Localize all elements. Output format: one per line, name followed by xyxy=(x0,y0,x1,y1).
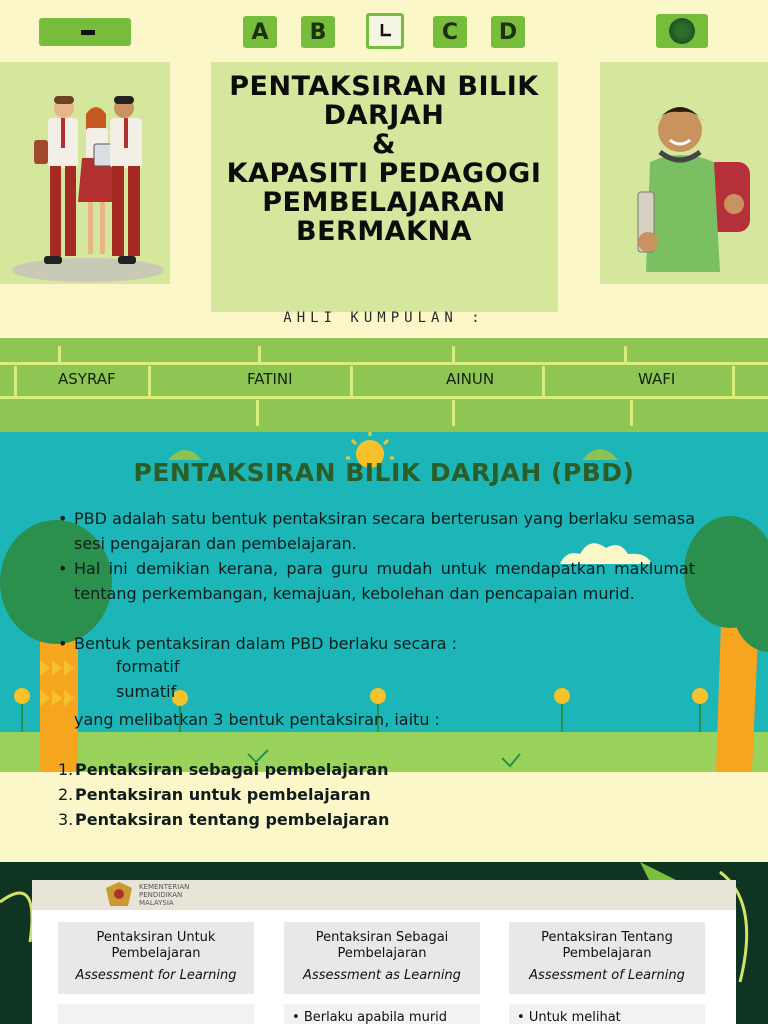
title-line: KAPASITI PEDAGOGI xyxy=(226,158,542,189)
title-line: DARJAH xyxy=(323,100,445,131)
member-name: ASYRAF xyxy=(58,370,116,388)
title-line: PEMBELAJARAN xyxy=(262,187,506,218)
column-body: • Untuk melihat xyxy=(509,1004,705,1024)
key-c: C xyxy=(433,16,467,48)
top-left-strip xyxy=(0,0,170,16)
member-name: AINUN xyxy=(446,370,495,388)
clock-icon xyxy=(366,13,404,49)
member-name: WAFI xyxy=(638,370,676,388)
list-item: 3. Pentaksiran tentang pembelajaran xyxy=(58,810,390,829)
key-d: D xyxy=(491,16,525,48)
list-item: 2. Pentaksiran untuk pembelajaran xyxy=(58,785,371,804)
slide-header xyxy=(32,880,736,910)
column-header: Pentaksiran Sebagai Pembelajaran Assessment as Learning xyxy=(284,922,480,994)
pbd-section xyxy=(0,432,768,862)
members-label: AHLI KUMPULAN : xyxy=(283,310,485,326)
column-body: • Berlaku apabila murid xyxy=(284,1004,480,1024)
minus-key xyxy=(39,18,131,46)
dot-key xyxy=(656,14,708,48)
assessment-type: formatif xyxy=(116,657,180,676)
member-name: FATINI xyxy=(247,370,293,388)
paragraph: • PBD adalah satu bentuk pentaksiran secara berterusan yang berlaku semasa sesi pengajaran dan pembelajaran. xyxy=(74,506,695,556)
title-line: BERMAKNA xyxy=(296,216,472,247)
list-item: 1. Pentaksiran sebagai pembelajaran xyxy=(58,760,389,779)
student-illustration xyxy=(624,92,758,282)
key-b: B xyxy=(301,16,335,48)
column-body xyxy=(58,1004,254,1024)
key-a: A xyxy=(243,16,277,48)
embedded-slide xyxy=(32,880,736,1024)
main-title xyxy=(211,72,557,246)
cover-section xyxy=(0,0,768,432)
crest-icon xyxy=(104,882,134,908)
column-header: Pentaksiran Untuk Pembelajaran Assessment for Learning xyxy=(58,922,254,994)
ministry-text: KEMENTERIAN PENDIDIKAN MALAYSIA xyxy=(139,883,190,907)
title-line: & xyxy=(371,129,397,160)
paragraph: • Bentuk pentaksiran dalam PBD berlaku secara : xyxy=(74,631,695,656)
column-header: Pentaksiran Tentang Pembelajaran Assessment of Learning xyxy=(509,922,705,994)
assessment-type: sumatif xyxy=(116,682,177,701)
slide-section xyxy=(0,862,768,1024)
students-illustration xyxy=(8,92,168,282)
paragraph: • Hal ini demikian kerana, para guru mudah untuk mendapatkan maklumat tentang perkembangan, kemajuan, kebolehan dan pencapaian murid. xyxy=(74,556,695,606)
section-title: PENTAKSIRAN BILIK DARJAH (PBD) xyxy=(133,458,635,487)
paragraph: yang melibatkan 3 bentuk pentaksiran, iaitu : xyxy=(74,710,440,729)
title-line: PENTAKSIRAN BILIK xyxy=(229,71,539,102)
